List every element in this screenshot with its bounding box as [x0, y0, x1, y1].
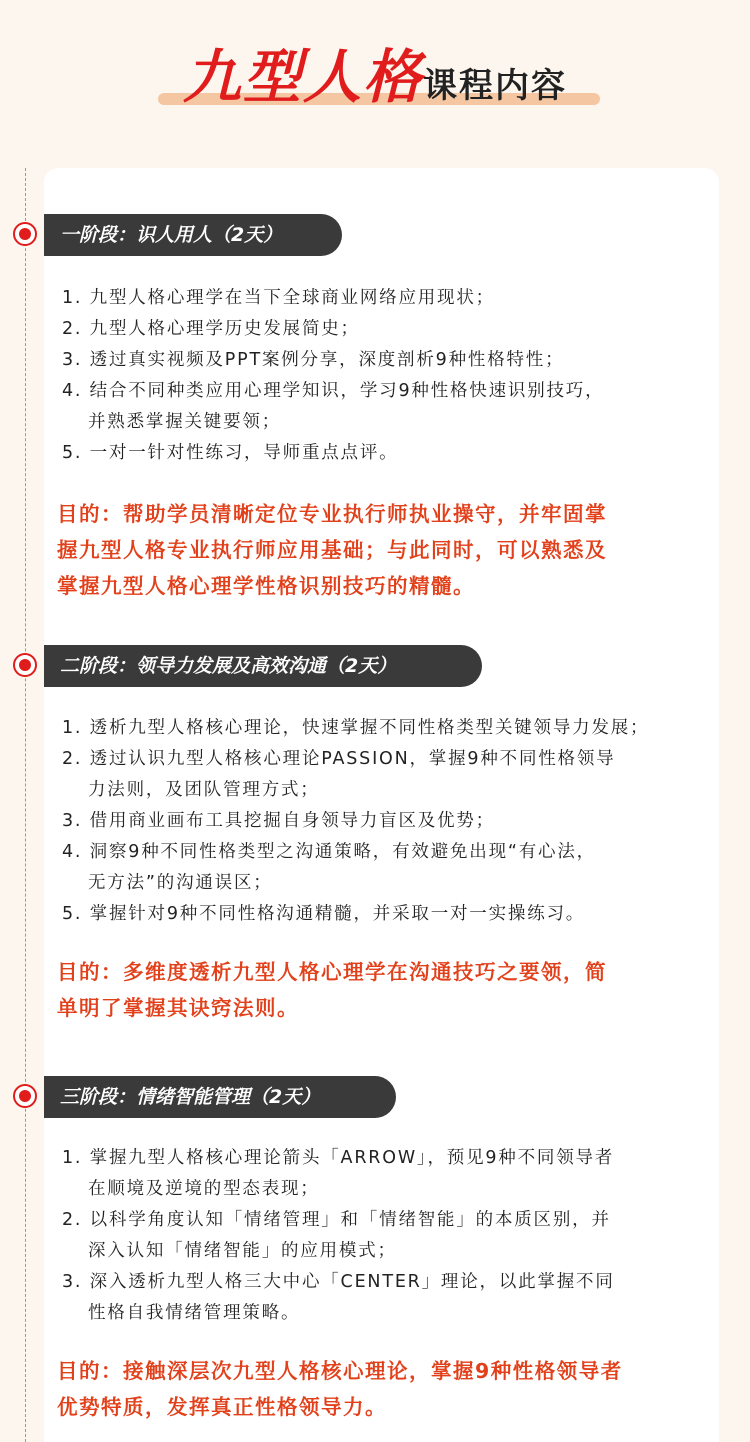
list-item: 2. 九型人格心理学历史发展简史； — [62, 319, 360, 339]
stage-goal — [57, 954, 717, 1026]
list-item-continuation: 无方法”的沟通误区； — [88, 873, 273, 893]
stage-goal — [57, 1353, 717, 1425]
goal-line: 目的：多维度透析九型人格心理学在沟通技巧之要领，简 — [57, 960, 607, 984]
goal-line: 握九型人格专业执行师应用基础；与此同时，可以熟悉及 — [57, 538, 607, 562]
stage-header: 三阶段：情绪智能管理（2天） — [44, 1076, 396, 1118]
list-item: 4. 洞察9种不同性格类型之沟通策略，有效避免出现“有心法， — [62, 842, 596, 862]
stage-item-list — [62, 283, 712, 469]
list-item: 5. 掌握针对9种不同性格沟通精髓，并采取一对一实操练习。 — [62, 904, 586, 924]
list-item: 1. 掌握九型人格核心理论箭头「ARROW」，预见9种不同领导者 — [62, 1148, 615, 1168]
list-item: 2. 透过认识九型人格核心理论PASSION，掌握9种不同性格领导 — [62, 749, 616, 769]
list-item-continuation: 并熟悉掌握关键要领； — [88, 412, 281, 432]
list-item-continuation: 性格自我情绪管理策略。 — [88, 1303, 301, 1323]
goal-line: 优势特质，发挥真正性格领导力。 — [57, 1395, 387, 1419]
list-item: 2. 以科学角度认知「情绪管理」和「情绪智能」的本质区别，并 — [62, 1210, 611, 1230]
page-title — [0, 30, 750, 114]
timeline-marker-icon — [13, 222, 37, 246]
list-item: 5. 一对一针对性练习，导师重点点评。 — [62, 443, 399, 463]
goal-line: 目的：接触深层次九型人格核心理论，掌握9种性格领导者 — [57, 1359, 623, 1383]
list-item: 1. 九型人格心理学在当下全球商业网络应用现状； — [62, 288, 495, 308]
timeline-dashed-line — [25, 168, 26, 1442]
title-banner — [0, 30, 750, 110]
timeline-marker-icon — [13, 653, 37, 677]
timeline-marker-icon — [13, 1084, 37, 1108]
stage-item-list — [62, 713, 712, 930]
goal-line: 目的：帮助学员清晰定位专业执行师执业操守，并牢固掌 — [57, 502, 607, 526]
stage-item-list — [62, 1143, 712, 1329]
list-item: 4. 结合不同种类应用心理学知识，学习9种性格快速识别技巧， — [62, 381, 605, 401]
list-item: 3. 借用商业画布工具挖掘自身领导力盲区及优势； — [62, 811, 495, 831]
list-item: 3. 深入透析九型人格三大中心「CENTER」理论，以此掌握不同 — [62, 1272, 615, 1292]
list-item: 3. 透过真实视频及PPT案例分享，深度剖析9种性格特性； — [62, 350, 565, 370]
title-main: 九型人格 — [182, 43, 423, 111]
list-item: 1. 透析九型人格核心理论，快速掌握不同性格类型关键领导力发展； — [62, 718, 650, 738]
goal-line: 掌握九型人格心理学性格识别技巧的精髓。 — [57, 574, 475, 598]
stage-header: 二阶段：领导力发展及高效沟通（2天） — [44, 645, 482, 687]
list-item-continuation: 深入认知「情绪智能」的应用模式； — [88, 1241, 397, 1261]
stage-goal — [57, 496, 717, 604]
title-sub: 课程内容 — [423, 66, 567, 106]
list-item-continuation: 在顺境及逆境的型态表现； — [88, 1179, 320, 1199]
stage-header: 一阶段：识人用人（2天） — [44, 214, 342, 256]
goal-line: 单明了掌握其诀窍法则。 — [57, 996, 299, 1020]
list-item-continuation: 力法则，及团队管理方式； — [88, 780, 320, 800]
